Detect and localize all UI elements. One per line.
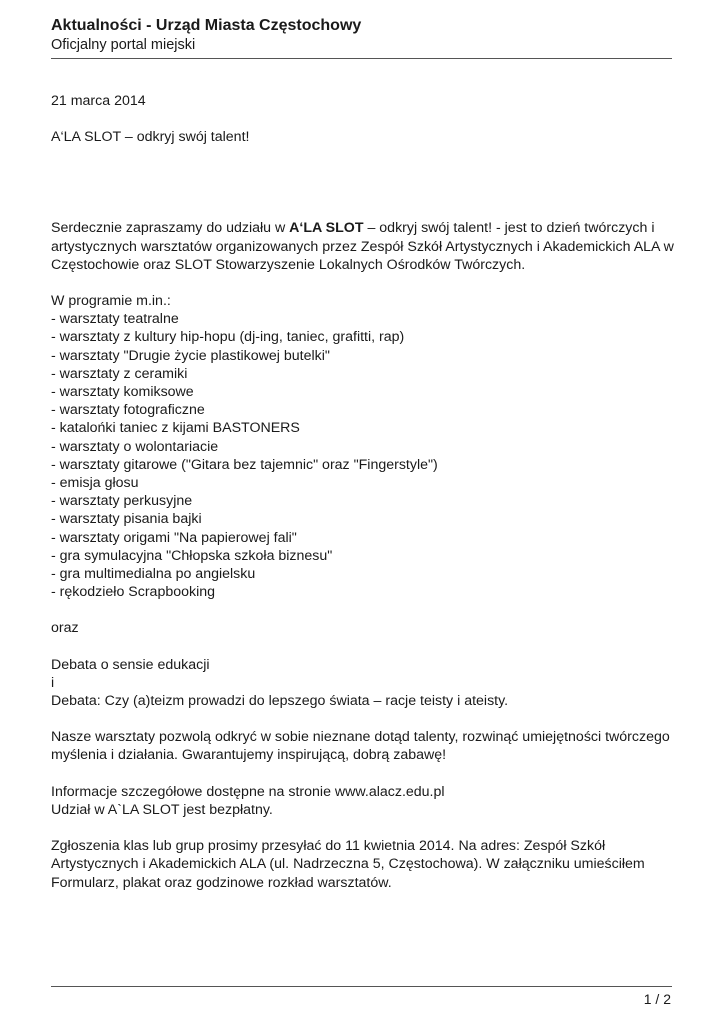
info-prefix: Informacje szczegółowe dostępne na stronie <box>51 783 335 800</box>
site-subtitle: Oficjalny portal miejski <box>51 37 196 53</box>
info-block <box>51 783 681 819</box>
program-item: - warsztaty teatralne <box>51 311 179 328</box>
intro-paragraph <box>51 219 681 274</box>
program-item: - warsztaty komiksowe <box>51 384 194 401</box>
program-item: - warsztaty z kultury hip-hopu (dj-ing, taniec, grafitti, rap) <box>51 329 405 346</box>
program-label: W programie m.in.: <box>51 293 171 310</box>
program-item: - rękodzieło Scrapbooking <box>51 584 216 601</box>
footer-divider <box>51 986 672 987</box>
talents-paragraph: Nasze warsztaty pozwolą odkryć w sobie nieznane dotąd talenty, rozwinąć umiejętności twórczego myślenia i działania. Gwarantujemy inspirującą, dobrą zabawę! <box>51 729 670 764</box>
program-item: - warsztaty gitarowe ("Gitara bez tajemnic" oraz "Fingerstyle") <box>51 456 438 473</box>
page-header <box>51 16 672 55</box>
program-item: - katalońki taniec z kijami BASTONERS <box>51 420 300 437</box>
intro-text-after: – odkryj swój talent! - jest to dzień twórczych i artystycznych warsztatów organizowanych przez Zespół Szkół Artystycznych i Akademickich ALA w Częstochowie oraz SLOT Stowarzyszenie Lokalnych Ośrodków Twórczych. <box>51 220 674 273</box>
program-item: - warsztaty o wolontariacie <box>51 438 219 455</box>
article-title: A‘LA SLOT – odkryj swój talent! <box>51 129 250 146</box>
article-date: 21 marca 2014 <box>51 93 146 109</box>
website-link[interactable]: www.alacz.edu.pl <box>334 783 445 800</box>
debate-theism: Debata: Czy (a)teizm prowadzi do lepszego świata – racje teisty i ateisty. <box>51 693 509 710</box>
oraz-text: oraz <box>51 620 79 637</box>
debate-education: Debata o sensie edukacji <box>51 656 210 673</box>
free-participation: Udział w A`LA SLOT jest bezpłatny. <box>51 801 273 818</box>
info-line <box>51 783 681 801</box>
program-item: - gra symulacyjna "Chłopska szkoła biznesu" <box>51 547 333 564</box>
program-item: - emisja głosu <box>51 475 139 492</box>
program-item: - warsztaty perkusyjne <box>51 493 193 510</box>
program-item: - warsztaty pisania bajki <box>51 511 202 528</box>
program-item: - warsztaty "Drugie życie plastikowej butelki" <box>51 347 330 364</box>
program-item: - gra multimedialna po angielsku <box>51 566 256 583</box>
registration-paragraph: Zgłoszenia klas lub grup prosimy przesyłać do 11 kwietnia 2014. Na adres: Zespół Szkół Artystycznych i Akademickich ALA (ul. Nadrzeczna 5, Częstochowa). W załączniku umieściłem Formularz, plakat oraz godzinowe rozkład warsztatów. <box>51 838 645 891</box>
program-item: - warsztaty origami "Na papierowej fali" <box>51 529 297 546</box>
program-item: - warsztaty fotograficzne <box>51 402 205 419</box>
page-number: 1 / 2 <box>643 991 671 1007</box>
debate-block <box>51 656 681 711</box>
intro-event-name: A‘LA SLOT <box>289 220 364 237</box>
article-body <box>51 92 681 892</box>
program-item: - warsztaty z ceramiki <box>51 365 188 382</box>
program-list <box>51 310 681 601</box>
site-title: Aktualności - Urząd Miasta Częstochowy <box>51 17 362 34</box>
header-divider <box>51 58 672 59</box>
debate-conjunction: i <box>51 674 55 691</box>
intro-text-before: Serdecznie zapraszamy do udziału w <box>51 220 290 237</box>
